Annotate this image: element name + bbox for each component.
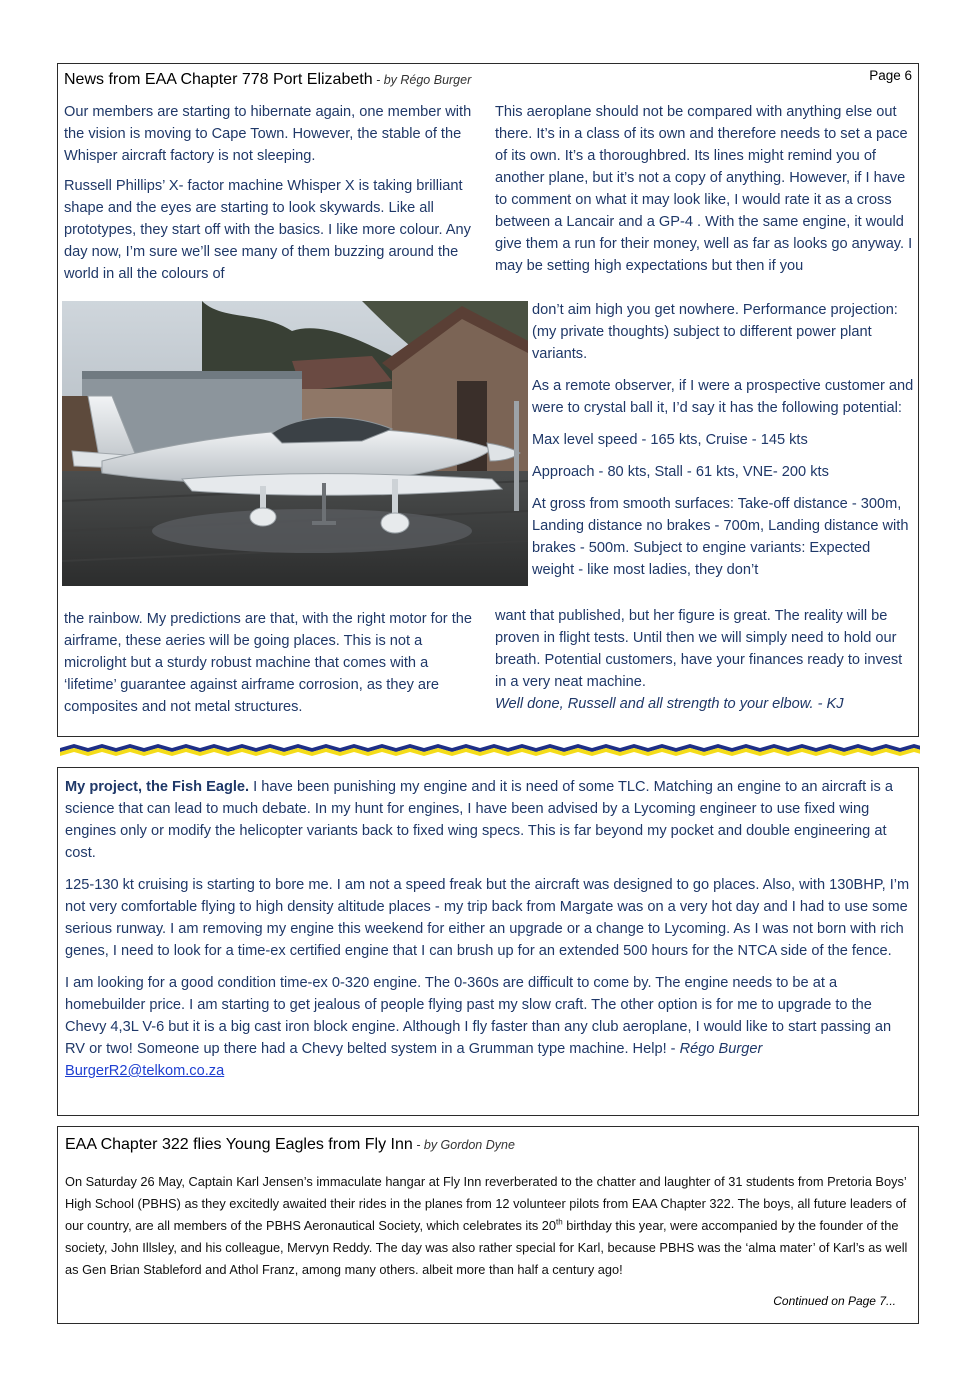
paragraph-text: birthday this year, were accompanied by the founder of the society, John Illsley, and his colleague, Mervyn Reddy. The day was also rather special for Karl, because PBHS was the ‘alma mater’ of Karl’s as well as Gen Brian Stableford and Athol Franz, among many others. albeit more than half a century ago! bbox=[65, 1218, 908, 1277]
author: Régo Burger bbox=[679, 1041, 763, 1057]
young-eagles-body bbox=[65, 1171, 915, 1281]
paragraph: want that published, but her figure is great. The reality will be proven in flight tests. Until then we will simply need to hold our breath. Potential customers, have your finances ready to invest in a very neat machine. bbox=[495, 608, 903, 690]
article-fish-eagle-box bbox=[57, 767, 919, 1116]
paragraph bbox=[65, 972, 915, 1082]
article-title bbox=[65, 1136, 515, 1154]
superscript: th bbox=[556, 1217, 563, 1227]
article-chapter-322-box bbox=[57, 1126, 919, 1324]
right-column-bottom bbox=[495, 605, 915, 715]
spec-approach: Approach - 80 kts, Stall - 61 kts, VNE- 200 kts bbox=[532, 464, 829, 480]
paragraph-text: I have been punishing my engine and it is need of some TLC. Matching an engine to an aircraft is a science that can lead to much debate. In my hunt for engines, I have been advised by a Lycoming engineer to use fixed wing engines only or modify the helicopter variants back to fixed wing specs. This is far beyond my pocket and double engineering at cost. bbox=[65, 779, 893, 861]
fish-eagle-body bbox=[65, 776, 915, 1082]
article-byline: - by Régo Burger bbox=[372, 73, 472, 87]
spec-speed: Max level speed - 165 kts, Cruise - 145 kts bbox=[532, 432, 808, 448]
paragraph: the rainbow. My predictions are that, with the right motor for the airframe, these aeries will be going places. This is not a microlight but a sturdy robust machine that comes with a ‘lifetime’ guarantee against airframe corrosion, as they are composites and not metal structures. bbox=[64, 611, 473, 715]
page-number: Page 6 bbox=[869, 68, 912, 83]
paragraph: Russell Phillips’ X- factor machine Whisper X is taking brilliant shape and the eyes are starting to look skywards. Like all prototypes, they start off with the basics. I like more colour. Any day now, I’m sure we’ll see many of them buzzing around the world in all the colours of bbox=[64, 178, 471, 282]
paragraph: don’t aim high you get nowhere. Performance projection: (my private thoughts) subject to different power plant variants. bbox=[532, 302, 898, 362]
right-column-wrapped bbox=[532, 299, 914, 581]
continued-note: Continued on Page 7... bbox=[773, 1294, 896, 1308]
article-title-text: EAA Chapter 322 flies Young Eagles from Fly Inn bbox=[65, 1136, 413, 1153]
article-title-text: News from EAA Chapter 778 Port Elizabeth bbox=[64, 71, 373, 88]
paragraph-text: On Saturday 26 May, Captain Karl Jensen’s immaculate hangar at Fly Inn reverberated to the chatter and laughter of 31 students from Pretoria Boys’ High School (PBHS) as they excitedly awaited their rides in the planes from 12 volunteer pilots from EAA Chapter 322. The boys, all future leaders of our country, are all members of the PBHS Aeronautical Society, which celebrates its 20 bbox=[65, 1174, 907, 1233]
article-title bbox=[64, 71, 471, 89]
article-chapter-778-box bbox=[57, 63, 919, 737]
paragraph: Our members are starting to hibernate again, one member with the vision is moving to Cape Town. However, the stable of the Whisper aircraft factory is not sleeping. bbox=[64, 104, 472, 164]
paragraph: 125-130 kt cruising is starting to bore me. I am not a speed freak but the aircraft was designed to go places. Also, with 130BHP, I’m not very comfortable flying to high density altitude places - my trip back from Margate was on a very hot day and I had to use some serious runway. I am removing my engine this weekend for either an upgrade or a change to Lycoming. As I was not born with rich genes, I need to look for a time-ex certified engine that I can brush up for an extended 500 hours for the NTCA side of the fence. bbox=[65, 877, 910, 959]
paragraph: This aeroplane should not be compared with anything else out there. It’s in a class of its own and therefore needs to set a pace of its own. It’s a thoroughbred. Its lines might remind you of another plane, but it’s not a copy of anything. However, if I have to comment on what it may look like, I would rate it as a cross between a Lancair and a GP-4 . With the same engine, it would give them a run for their money, well as far as looks go anyway. I may be setting high expectations but then if you bbox=[495, 104, 913, 274]
paragraph bbox=[65, 1171, 915, 1281]
paragraph: At gross from smooth surfaces: Take-off distance - 300m, Landing distance no brakes - 700m, Landing distance with brakes - 500m. Subject to engine variants: Expected weight - like most ladies, they don’t bbox=[532, 496, 909, 578]
paragraph: As a remote observer, if I were a prospective customer and were to crystal ball it, I’d say it has the following potential: bbox=[532, 378, 914, 416]
email-link[interactable]: BurgerR2@telkom.co.za bbox=[65, 1063, 225, 1079]
left-column-continued bbox=[64, 608, 484, 718]
paragraph bbox=[65, 776, 915, 864]
article-lead: My project, the Fish Eagle. bbox=[65, 779, 250, 795]
signoff: Well done, Russell and all strength to your elbow. - KJ bbox=[495, 696, 844, 712]
whisper-aircraft-photo bbox=[62, 301, 528, 586]
paragraph-text: I am looking for a good condition time-ex 0-320 engine. The 0-360s are difficult to come by. The engine needs to be at a homebuilder price. I am starting to get jealous of people flying past my slow craft. The other option is for me to upgrade to the Chevy 4,3L V-6 but it is a big cast iron block engine. Although I fly faster than any club aeroplane, I would like to start passing an RV or two! Someone up there had a Chevy belted system in a Grumman type machine. Help! - bbox=[65, 975, 892, 1057]
article-byline: - by Gordon Dyne bbox=[412, 1138, 515, 1152]
decorative-divider bbox=[60, 742, 920, 758]
left-column bbox=[64, 101, 482, 285]
right-column bbox=[495, 101, 915, 277]
